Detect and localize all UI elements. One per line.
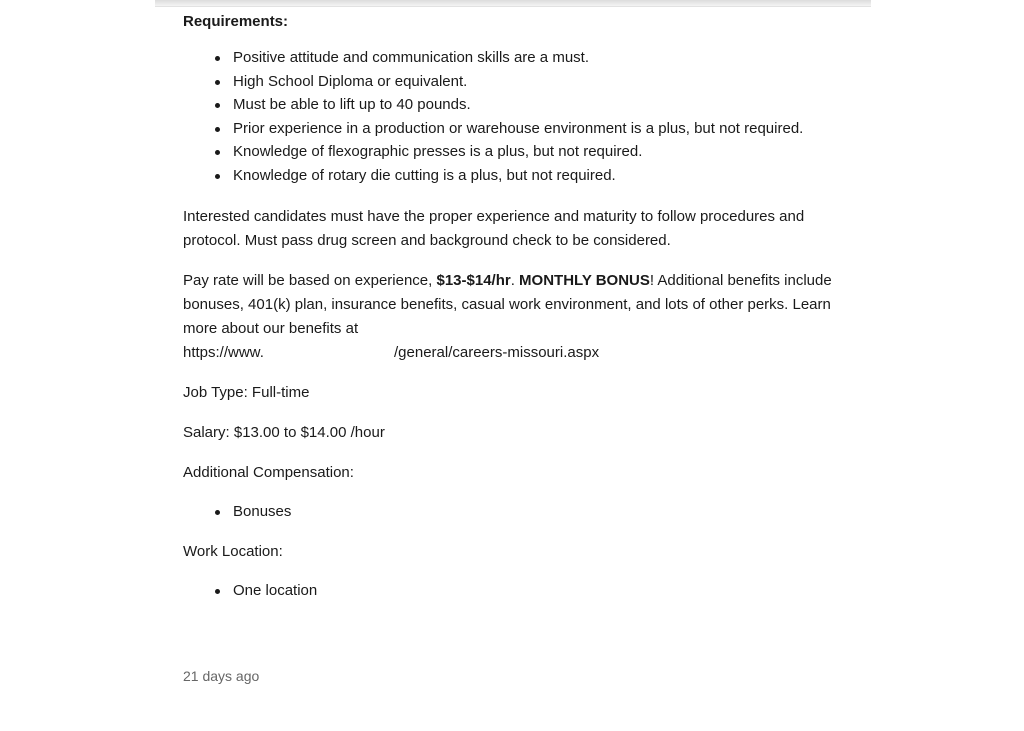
list-item: High School Diploma or equivalent. [233,70,863,94]
list-item: One location [233,579,863,603]
job-type: Job Type: Full-time [183,384,310,401]
list-item: Positive attitude and communication skills are a must. [233,46,863,70]
top-divider [155,0,871,7]
list-item: Knowledge of flexographic presses is a plus, but not required. [233,140,863,164]
additional-compensation-list [183,500,863,524]
pay-sep: . [510,272,520,289]
candidates-paragraph: Interested candidates must have the proper experience and maturity to follow procedures and protocol. Must pass drug screen and background check to be considered. [183,208,805,249]
pay-rate: $13-$14/hr [436,272,511,289]
pay-paragraph [183,269,863,365]
list-item: Knowledge of rotary die cutting is a plus, but not required. [233,164,863,188]
pay-details: ! Additional benefits include bonuses, 401(k) plan, insurance benefits, casual work environment, and lots of other perks. Learn more about our benefits at [183,272,832,337]
benefits-url-start[interactable]: https://www. [183,344,264,361]
additional-compensation-label: Additional Compensation: [183,464,354,481]
list-item: Must be able to lift up to 40 pounds. [233,93,863,117]
list-item: Bonuses [233,500,863,524]
requirements-list [183,46,863,187]
work-location-list [183,579,863,603]
pay-prefix: Pay rate will be based on experience, [183,272,437,289]
benefits-link[interactable] [183,341,863,365]
requirements-heading: Requirements: [183,13,289,30]
benefits-url-end[interactable]: /general/careers-missouri.aspx [394,344,600,361]
monthly-bonus: MONTHLY BONUS [519,272,650,289]
job-description [183,10,863,602]
posted-date: 21 days ago [183,668,260,684]
redacted-domain [270,343,378,363]
list-item: Prior experience in a production or warehouse environment is a plus, but not required. [233,117,863,141]
work-location-label: Work Location: [183,542,283,560]
salary: Salary: $13.00 to $14.00 /hour [183,424,385,441]
